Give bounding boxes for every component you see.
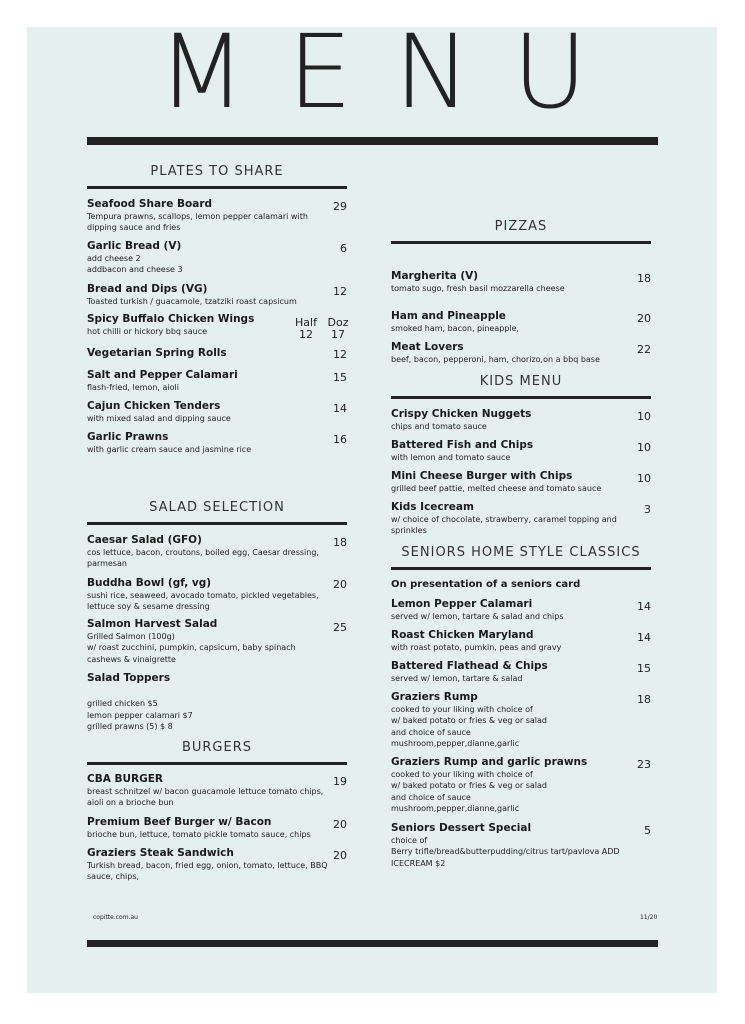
topper-line: grilled prawns (5) $ 8 [87, 722, 173, 732]
item-description: brioche bun, lettuce, tomato pickle tomato sauce, chips [87, 829, 311, 839]
menu-item-garlic-prawns [87, 431, 297, 455]
item-name: Mini Cheese Burger with Chips [391, 470, 573, 482]
item-name: Graziers Steak Sandwich [87, 847, 234, 859]
item-price: 19 [333, 775, 347, 788]
item-description: addbacon and cheese 3 [87, 265, 183, 275]
item-description: grilled beef pattie, melted cheese and tomato sauce [391, 483, 602, 493]
item-description: w/ choice of chocolate, strawberry, caramel topping and [391, 514, 617, 524]
item-description: sauce, chips, [87, 872, 140, 882]
item-name: Seafood Share Board [87, 198, 213, 210]
menu-item-lemon-pepper-calamari [391, 598, 601, 622]
section-title-salad: SALAD SELECTION [149, 500, 285, 515]
item-name: Cajun Chicken Tenders [87, 400, 221, 412]
menu-item-graziers-steak-sandwich [87, 847, 328, 883]
item-description: ICECREAM $2 [391, 858, 446, 868]
item-description: smoked ham, bacon, pineapple, [391, 323, 520, 333]
section-rule [87, 522, 347, 525]
item-price: 15 [333, 371, 347, 384]
menu-item-vegetarian-spring-rolls [87, 347, 297, 360]
menu-item-kids-icecream [391, 501, 617, 537]
item-name: Meat Lovers [391, 341, 464, 353]
menu-item-ham-and-pineapple [391, 310, 601, 334]
topper-line: lemon pepper calamari $7 [87, 710, 193, 720]
menu-item-seniors-dessert-special [391, 822, 620, 869]
menu-item-battered-fish-and-chips [391, 439, 601, 463]
section-title-pizzas: PIZZAS [494, 219, 548, 234]
section-title-plates: PLATES TO SHARE [150, 164, 284, 179]
item-description: cos lettuce, bacon, croutons, boiled egg, Caesar dressing, [87, 547, 319, 557]
item-description: tomato sugo, fresh basil mozzarella cheese [391, 283, 565, 293]
item-description: cooked to your liking with choice of [391, 769, 533, 779]
salad-toppers-list [87, 698, 347, 733]
item-price: 6 [340, 242, 347, 255]
section-rule [391, 396, 651, 399]
item-price: 12 [333, 348, 347, 361]
item-description: Grilled Salmon (100g) [87, 631, 175, 641]
section-rule [87, 762, 347, 765]
item-name: Battered Fish and Chips [391, 439, 534, 451]
item-description: dipping sauce and fries [87, 223, 181, 233]
item-name: Kids Icecream [391, 501, 474, 513]
menu-title: MENU [157, 13, 630, 132]
item-price: 5 [644, 824, 651, 837]
menu-item-salt-and-pepper-calamari [87, 369, 297, 393]
item-name: Graziers Rump [391, 691, 478, 703]
menu-item-margherita-v [391, 270, 601, 294]
item-description: hot chilli or hickory bbq sauce [87, 326, 208, 336]
item-name: Bread and Dips (VG) [87, 283, 208, 295]
item-description: cashews & vinaigrette [87, 654, 176, 664]
item-description: mushroom,pepper,dianne,garlic [391, 804, 520, 814]
menu-item-battered-flathead-chips [391, 660, 601, 684]
item-description: flash-fried, lemon, aioli [87, 382, 179, 392]
item-price: 10 [637, 410, 651, 423]
item-description: lettuce soy & sesame dressing [87, 602, 210, 612]
menu-item-graziers-rump [391, 691, 601, 750]
item-price: 25 [333, 621, 347, 634]
item-description: served w/ lemon, tartare & salad and chips [391, 611, 564, 621]
item-name: Caesar Salad (GFO) [87, 534, 202, 546]
item-name: Garlic Bread (V) [87, 240, 182, 252]
item-name: Buddha Bowl (gf, vg) [87, 577, 212, 589]
item-description: sprinkles [391, 526, 427, 536]
item-description: with garlic cream sauce and jasmine rice [87, 444, 252, 454]
item-name: Premium Beef Burger w/ Bacon [87, 816, 272, 828]
item-name: Crispy Chicken Nuggets [391, 408, 532, 420]
item-description: breast schnitzel w/ bacon guacamole lettuce tomato chips, [87, 786, 324, 796]
menu-item-salad-toppers [87, 672, 297, 685]
menu-item-garlic-bread-v [87, 240, 297, 276]
item-name: Roast Chicken Maryland [391, 629, 534, 641]
footer-website: copitte.com.au [93, 914, 138, 921]
item-description: Turkish bread, bacon, fried egg, onion, tomato, lettuce, BBQ [87, 860, 328, 870]
menu-item-premium-beef-burger-w-bacon [87, 816, 311, 840]
menu-item-bread-and-dips-vg [87, 283, 297, 307]
wings-half-price: 12 [299, 328, 313, 341]
item-name: Seniors Dessert Special [391, 822, 532, 834]
item-price: 10 [637, 472, 651, 485]
item-description: and choice of sauce [391, 792, 471, 802]
item-description: w/ roast zucchini, pumpkin, capsicum, baby spinach [87, 643, 296, 653]
item-description: sushi rice, seaweed, avocado tomato, pickled vegetables, [87, 590, 319, 600]
item-description: cooked to your liking with choice of [391, 704, 533, 714]
item-price: 14 [637, 631, 651, 644]
item-description: and choice of sauce [391, 727, 471, 737]
item-description: w/ baked potato or fries & veg or salad [391, 716, 547, 726]
item-description: Toasted turkish / guacamole, tzatziki roast capsicum [87, 296, 297, 306]
menu-item-graziers-rump-and-garlic-prawns [391, 756, 601, 815]
menu-item-cba-burger [87, 773, 324, 809]
item-description: with roast potato, pumkin, peas and gravy [391, 642, 562, 652]
item-price: 3 [644, 503, 651, 516]
item-name: Ham and Pineapple [391, 310, 506, 322]
top-bar [87, 137, 658, 145]
menu-item-salmon-harvest-salad [87, 618, 297, 665]
item-description: aioli on a brioche bun [87, 798, 174, 808]
item-name: Salad Toppers [87, 672, 171, 684]
menu-item-roast-chicken-maryland [391, 629, 601, 653]
item-name: Salt and Pepper Calamari [87, 369, 238, 381]
wings-doz-label: Doz [327, 316, 349, 329]
item-price: 14 [333, 402, 347, 415]
section-title-burgers: BURGERS [181, 740, 253, 755]
item-description: mushroom,pepper,dianne,garlic [391, 739, 520, 749]
item-description: chips and tomato sauce [391, 421, 487, 431]
section-rule [391, 241, 651, 244]
menu-item-meat-lovers [391, 341, 601, 365]
item-name: Lemon Pepper Calamari [391, 598, 533, 610]
section-title-seniors: SENIORS HOME STYLE CLASSICS [401, 545, 641, 560]
item-price: 14 [637, 600, 651, 613]
section-title-kids: KIDS MENU [479, 374, 563, 389]
item-price: 18 [637, 272, 651, 285]
item-name: Spicy Buffalo Chicken Wings [87, 313, 255, 325]
item-name: Battered Flathead & Chips [391, 660, 548, 672]
item-price: 18 [333, 536, 347, 549]
menu-item-crispy-chicken-nuggets [391, 408, 601, 432]
item-price: 20 [333, 849, 347, 862]
menu-item-buddha-bowl-gf-vg [87, 577, 319, 613]
item-price: 22 [637, 343, 651, 356]
item-name: Vegetarian Spring Rolls [87, 347, 227, 359]
item-description: w/ baked potato or fries & veg or salad [391, 781, 547, 791]
wings-doz-price: 17 [331, 328, 345, 341]
item-price: 10 [637, 441, 651, 454]
wings-half-label: Half [295, 316, 317, 329]
section-rule [87, 186, 347, 189]
bottom-bar [87, 940, 658, 947]
menu-item-caesar-salad-gfo [87, 534, 319, 570]
topper-line: grilled chicken $5 [87, 699, 158, 708]
item-price: 15 [637, 662, 651, 675]
item-description: choice of [391, 835, 428, 845]
item-price: 29 [333, 200, 347, 213]
menu-item-seafood-share-board [87, 198, 308, 234]
item-price: 16 [333, 433, 347, 446]
item-description: with mixed salad and dipping sauce [87, 413, 231, 423]
menu-item-mini-cheese-burger-with-chips [391, 470, 601, 494]
item-name: Garlic Prawns [87, 431, 169, 443]
footer-date: 11/20 [640, 914, 658, 921]
item-price: 12 [333, 285, 347, 298]
section-rule [391, 567, 651, 570]
item-name: Graziers Rump and garlic prawns [391, 756, 588, 768]
item-description: Tempura prawns, scallops, lemon pepper calamari with [87, 211, 308, 221]
menu-item-spicy-buffalo-chicken-wings [87, 313, 297, 337]
item-price: 20 [637, 312, 651, 325]
menu-item-cajun-chicken-tenders [87, 400, 297, 424]
seniors-note: On presentation of a seniors card [391, 579, 581, 590]
item-description: parmesan [87, 559, 127, 569]
item-price: 23 [637, 758, 651, 771]
item-description: add cheese 2 [87, 253, 141, 263]
item-price: 18 [637, 693, 651, 706]
item-price: 20 [333, 578, 347, 591]
item-description: with lemon and tomato sauce [391, 452, 511, 462]
item-name: Margherita (V) [391, 270, 479, 282]
item-name: CBA BURGER [87, 773, 163, 785]
item-description: beef, bacon, pepperoni, ham, chorizo,on a bbq base [391, 354, 600, 364]
item-price: 20 [333, 818, 347, 831]
item-name: Salmon Harvest Salad [87, 618, 218, 630]
item-description: served w/ lemon, tartare & salad [391, 673, 523, 683]
item-description: Berry trifle/bread&butterpudding/citrus tart/pavlova ADD [391, 847, 620, 857]
